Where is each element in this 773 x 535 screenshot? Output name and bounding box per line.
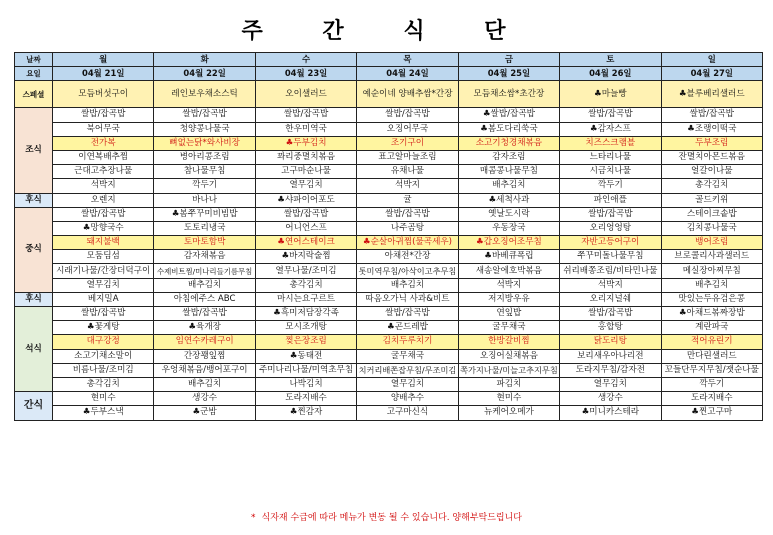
lunch-cell: 스테이크솥밥 xyxy=(661,207,762,221)
breakfast-row xyxy=(15,136,763,150)
breakfast-row xyxy=(15,165,763,179)
date-header-row-cell: 04월 21일 xyxy=(53,67,154,81)
lunch-cell: 토마토함박 xyxy=(154,236,255,250)
breakfast-cell: 꽈리중멸치볶음 xyxy=(255,150,356,164)
lunch-cell: 돼지불백 xyxy=(53,236,154,250)
breakfast-dessert-cell: 귤 xyxy=(357,193,458,207)
special-label: 스페셜 xyxy=(15,81,53,108)
breakfast-dessert-cell: 파인애플 xyxy=(560,193,661,207)
snack-cell: ♣찐고구마 xyxy=(661,406,762,420)
breakfast-cell: 매콤콩나물무침 xyxy=(458,165,559,179)
dinner-row xyxy=(15,321,763,335)
snack-cell: ♣찐감자 xyxy=(255,406,356,420)
breakfast-cell: 시금치나물 xyxy=(560,165,661,179)
date-header-row-cell: 04월 26일 xyxy=(560,67,661,81)
breakfast-dessert-cell: 바나나 xyxy=(154,193,255,207)
lunch-cell: 감자채볶음 xyxy=(154,250,255,264)
breakfast-row xyxy=(15,179,763,193)
lunch-cell: 쭈꾸미돌나물무침 xyxy=(560,250,661,264)
page-title: 주 간 식 단 xyxy=(241,19,532,44)
notice-text xyxy=(0,510,773,523)
special-row xyxy=(15,81,763,108)
breakfast-cell: 감자조림 xyxy=(458,150,559,164)
dinner-cell: 주미나리나물/미역초무침 xyxy=(255,363,356,377)
lunch-cell: 배추김치 xyxy=(661,278,762,292)
lunch-row xyxy=(15,207,763,221)
breakfast-cell: 열무김치 xyxy=(255,179,356,193)
dinner-row xyxy=(15,307,763,321)
dinner-row xyxy=(15,349,763,363)
breakfast-cell: 참나물무침 xyxy=(154,165,255,179)
dinner-cell: 비름나물/조미김 xyxy=(53,363,154,377)
breakfast-dessert-row xyxy=(15,193,763,207)
day-header-row-cell: 화 xyxy=(154,53,255,67)
lunch-cell: 옛날도시락 xyxy=(458,207,559,221)
breakfast-row xyxy=(15,108,763,122)
special-cell: 레인보우채소스틱 xyxy=(154,81,255,108)
lunch-cell: 모둠딤섬 xyxy=(53,250,154,264)
breakfast-cell: 깍두기 xyxy=(154,179,255,193)
dinner-cell: 홍합탕 xyxy=(560,321,661,335)
breakfast-dessert-cell: 골드키위 xyxy=(661,193,762,207)
lunch-cell: 새송알에호박볶음 xyxy=(458,264,559,278)
dinner-cell: ♣꽃게탕 xyxy=(53,321,154,335)
date-header-row-cell: 04월 24일 xyxy=(357,67,458,81)
day-header-row-cell: 일 xyxy=(661,53,762,67)
day-header-row-cell: 목 xyxy=(357,53,458,67)
breakfast-label: 조식 xyxy=(15,108,53,193)
lunch-cell: 쌀밥/잡곡밥 xyxy=(357,207,458,221)
breakfast-cell: 쌀밥/잡곡밥 xyxy=(357,108,458,122)
breakfast-cell: ♣두부김치 xyxy=(255,136,356,150)
day-header-row-cell: 수 xyxy=(255,53,356,67)
special-cell: ♣블루베리샐러드 xyxy=(661,81,762,108)
dinner-cell: 도라지무침/감자전 xyxy=(560,363,661,377)
lunch-cell: 뱅어조림 xyxy=(661,236,762,250)
snack-cell: 양배추수 xyxy=(357,392,458,406)
dinner-cell: 쪽가지나물/미늘고추지무침 xyxy=(458,363,559,377)
lunch-row xyxy=(15,236,763,250)
snack-cell: 도라지배수 xyxy=(255,392,356,406)
dinner-cell: 배추김치 xyxy=(154,377,255,391)
lunch-cell: 열무김치 xyxy=(53,278,154,292)
snack-cell: 생강수 xyxy=(560,392,661,406)
lunch-row xyxy=(15,278,763,292)
breakfast-cell: 표고알마늘조림 xyxy=(357,150,458,164)
dinner-cell: 총각김치 xyxy=(53,377,154,391)
breakfast-row xyxy=(15,150,763,164)
dinner-cell: 연잎밥 xyxy=(458,307,559,321)
breakfast-dessert-label: 후식 xyxy=(15,193,53,207)
breakfast-cell: 뼈없는닭*와사비장 xyxy=(154,136,255,150)
snack-label: 간식 xyxy=(15,392,53,420)
dinner-cell: 치커리배쫀잡무침/무조미김 xyxy=(357,363,458,377)
lunch-cell: 열무나물/조미김 xyxy=(255,264,356,278)
lunch-dessert-cell: 맛있는두유검은콩 xyxy=(661,292,762,306)
breakfast-cell: 배추김치 xyxy=(458,179,559,193)
lunch-cell: ♣갑오징어조무침 xyxy=(458,236,559,250)
dinner-cell: ♣곤드레밥 xyxy=(357,321,458,335)
breakfast-cell: 청양콩나물국 xyxy=(154,122,255,136)
lunch-cell: 도토리냉국 xyxy=(154,221,255,235)
lunch-cell: 톳미역무침/아삭이고추무침 xyxy=(357,264,458,278)
snack-cell: 고구마신식 xyxy=(357,406,458,420)
breakfast-cell: 한우미역국 xyxy=(255,122,356,136)
breakfast-cell: 총각김치 xyxy=(661,179,762,193)
snack-cell: ♣미니카스테라 xyxy=(560,406,661,420)
dinner-cell: ♣육개장 xyxy=(154,321,255,335)
lunch-cell: ♣바지락술찜 xyxy=(255,250,356,264)
lunch-dessert-label: 후식 xyxy=(15,292,53,306)
dinner-cell: 굴무채국 xyxy=(458,321,559,335)
day-header-row-cell: 월 xyxy=(53,53,154,67)
lunch-cell: 어니언스프 xyxy=(255,221,356,235)
dinner-cell: 쌀밥/잡곡밥 xyxy=(357,307,458,321)
breakfast-cell: ♣조랭이떡국 xyxy=(661,122,762,136)
breakfast-cell: 유채나물 xyxy=(357,165,458,179)
dinner-cell: 소고기채소말이 xyxy=(53,349,154,363)
breakfast-cell: 고구마순나물 xyxy=(255,165,356,179)
breakfast-cell: 조기구이 xyxy=(357,136,458,150)
day-header-row-cell: 금 xyxy=(458,53,559,67)
weekly-menu-table xyxy=(14,52,763,421)
lunch-dessert-cell: 베지밀A xyxy=(53,292,154,306)
breakfast-cell: ♣봄도다리쑥국 xyxy=(458,122,559,136)
lunch-cell: 메실장아찌무침 xyxy=(661,264,762,278)
dinner-cell: 나박김치 xyxy=(255,377,356,391)
breakfast-cell: 쌀밥/잡곡밥 xyxy=(154,108,255,122)
snack-cell: 도라지배수 xyxy=(661,392,762,406)
dinner-cell: 오징어실채볶음 xyxy=(458,349,559,363)
breakfast-cell: 소고기청경채볶음 xyxy=(458,136,559,150)
dinner-cell: 쌀밥/잡곡밥 xyxy=(560,307,661,321)
snack-cell: ♣두부스낵 xyxy=(53,406,154,420)
breakfast-cell: 이연복배추찜 xyxy=(53,150,154,164)
special-cell: 예순이네 양배추쌈*간장 xyxy=(357,81,458,108)
dinner-cell: 김치두루치기 xyxy=(357,335,458,349)
breakfast-dessert-cell: ♣샤파이어포도 xyxy=(255,193,356,207)
day-header-row xyxy=(15,53,763,67)
date-header-row-cell: 04월 22일 xyxy=(154,67,255,81)
lunch-cell: ♣봄쭈꾸미비빔밥 xyxy=(154,207,255,221)
dinner-cell: 적어유린기 xyxy=(661,335,762,349)
lunch-cell: 나주곰탕 xyxy=(357,221,458,235)
dinner-cell: 찢은장조림 xyxy=(255,335,356,349)
lunch-cell: 김치콩나물국 xyxy=(661,221,762,235)
breakfast-cell: 잔멸치아몬드볶음 xyxy=(661,150,762,164)
lunch-cell: 석박지 xyxy=(560,278,661,292)
lunch-cell: 수제비트찜/미나리들기름무침 xyxy=(154,264,255,278)
lunch-dessert-cell: 저지방우유 xyxy=(458,292,559,306)
special-cell: 모듬채소쌈*초간장 xyxy=(458,81,559,108)
lunch-cell: 쉬리배쫑조림/비타민나물 xyxy=(560,264,661,278)
breakfast-dessert-cell: 오렌지 xyxy=(53,193,154,207)
dinner-cell: 대구강정 xyxy=(53,335,154,349)
lunch-cell: 자반고등어구이 xyxy=(560,236,661,250)
lunch-cell: ♣순살아귀찜(물곡세우) xyxy=(357,236,458,250)
special-cell: ♣마늘빵 xyxy=(560,81,661,108)
dinner-cell: 쌀밥/잡곡밥 xyxy=(53,307,154,321)
date-header-row-label: 요일 xyxy=(15,67,53,81)
dinner-label: 석식 xyxy=(15,307,53,392)
lunch-dessert-cell: 따옴오가닉 사과&비트 xyxy=(357,292,458,306)
lunch-cell: 총각김치 xyxy=(255,278,356,292)
lunch-dessert-cell: 마시는요구르트 xyxy=(255,292,356,306)
snack-row xyxy=(15,392,763,406)
lunch-cell: ♣연어스테이크 xyxy=(255,236,356,250)
notice-mark: * xyxy=(251,513,256,523)
lunch-cell: 아채전*간장 xyxy=(357,250,458,264)
breakfast-cell: 쌀밥/잡곡밥 xyxy=(661,108,762,122)
lunch-cell: 시래기나물/간장더덕구이 xyxy=(53,264,154,278)
breakfast-row xyxy=(15,122,763,136)
dinner-cell: 우엉채볶음/뱅어포구이 xyxy=(154,363,255,377)
lunch-cell: 배추김치 xyxy=(357,278,458,292)
breakfast-cell: 쌀밥/잡곡밥 xyxy=(255,108,356,122)
breakfast-cell: 치즈스크램블 xyxy=(560,136,661,150)
dinner-cell: 만다린샐러드 xyxy=(661,349,762,363)
dinner-row xyxy=(15,363,763,377)
lunch-cell: 석박지 xyxy=(458,278,559,292)
snack-row xyxy=(15,406,763,420)
snack-cell: 현미수 xyxy=(458,392,559,406)
date-header-row xyxy=(15,67,763,81)
lunch-cell: 오리엉엉탕 xyxy=(560,221,661,235)
dinner-cell: 보리새우아나리전 xyxy=(560,349,661,363)
breakfast-cell: 느타리나물 xyxy=(560,150,661,164)
breakfast-cell: 석박지 xyxy=(357,179,458,193)
breakfast-cell: 전가복 xyxy=(53,136,154,150)
breakfast-cell: 북어무국 xyxy=(53,122,154,136)
breakfast-cell: 쌀밥/잡곡밥 xyxy=(53,108,154,122)
dinner-row xyxy=(15,377,763,391)
dinner-cell: 굴무채국 xyxy=(357,349,458,363)
breakfast-cell: 근대고추장나물 xyxy=(53,165,154,179)
snack-cell: 생강수 xyxy=(154,392,255,406)
dinner-cell: 닭도리탕 xyxy=(560,335,661,349)
breakfast-cell: 쌀밥/잡곡밥 xyxy=(560,108,661,122)
breakfast-cell: 얼갈이나물 xyxy=(661,165,762,179)
day-header-row-label: 날짜 xyxy=(15,53,53,67)
lunch-cell: ♣망향국수 xyxy=(53,221,154,235)
breakfast-cell: ♣쌀밥/잡곡밥 xyxy=(458,108,559,122)
notice-message: 식자재 수급에 따라 메뉴가 변동 될 수 있습니다. 양해부탁드립니다 xyxy=(261,513,522,523)
lunch-row xyxy=(15,264,763,278)
dinner-cell: 계란파국 xyxy=(661,321,762,335)
dinner-cell: 열무김치 xyxy=(357,377,458,391)
special-cell: 오이샐러드 xyxy=(255,81,356,108)
breakfast-cell: 병아리콩조림 xyxy=(154,150,255,164)
lunch-cell: 브로콜리사과샐러드 xyxy=(661,250,762,264)
breakfast-cell: 두부조림 xyxy=(661,136,762,150)
lunch-dessert-row xyxy=(15,292,763,306)
day-header-row-cell: 토 xyxy=(560,53,661,67)
lunch-cell: 쌀밥/잡곡밥 xyxy=(560,207,661,221)
lunch-row xyxy=(15,221,763,235)
lunch-dessert-cell: 오리지널쉐 xyxy=(560,292,661,306)
lunch-cell: 쌀밥/잡곡밥 xyxy=(255,207,356,221)
breakfast-cell: 깍두기 xyxy=(560,179,661,193)
date-header-row-cell: 04월 27일 xyxy=(661,67,762,81)
date-header-row-cell: 04월 23일 xyxy=(255,67,356,81)
dinner-cell: 꼬들단무지무침/잿순나물 xyxy=(661,363,762,377)
dinner-cell: 한방갈비찜 xyxy=(458,335,559,349)
breakfast-cell: 오징어무국 xyxy=(357,122,458,136)
lunch-cell: 쌀밥/잡곡밥 xyxy=(53,207,154,221)
dinner-cell: 간장꽹잎찜 xyxy=(154,349,255,363)
lunch-cell: ♣바베큐폭립 xyxy=(458,250,559,264)
dinner-cell: 깍두기 xyxy=(661,377,762,391)
dinner-cell: ♣아채드볶짜장밥 xyxy=(661,307,762,321)
dinner-cell: 임연수카레구이 xyxy=(154,335,255,349)
dinner-row xyxy=(15,335,763,349)
lunch-dessert-cell: 아침에주스 ABC xyxy=(154,292,255,306)
dinner-cell: 열무김치 xyxy=(560,377,661,391)
date-header-row-cell: 04월 25일 xyxy=(458,67,559,81)
breakfast-cell: 석박지 xyxy=(53,179,154,193)
snack-cell: 현미수 xyxy=(53,392,154,406)
dinner-cell: 모시조개탕 xyxy=(255,321,356,335)
dinner-cell: ♣동태전 xyxy=(255,349,356,363)
breakfast-cell: ♣감자스프 xyxy=(560,122,661,136)
breakfast-dessert-cell: ♣세척사과 xyxy=(458,193,559,207)
special-cell: 모듬버섯구이 xyxy=(53,81,154,108)
snack-cell: 뉴케어오메가 xyxy=(458,406,559,420)
dinner-cell: 파김치 xyxy=(458,377,559,391)
dinner-cell: 쌀밥/잡곡밥 xyxy=(154,307,255,321)
dinner-cell: ♣흑미저담장각족 xyxy=(255,307,356,321)
lunch-label: 중식 xyxy=(15,207,53,292)
lunch-cell: 우동장국 xyxy=(458,221,559,235)
lunch-row xyxy=(15,250,763,264)
lunch-cell: 배추김치 xyxy=(154,278,255,292)
snack-cell: ♣군밤 xyxy=(154,406,255,420)
